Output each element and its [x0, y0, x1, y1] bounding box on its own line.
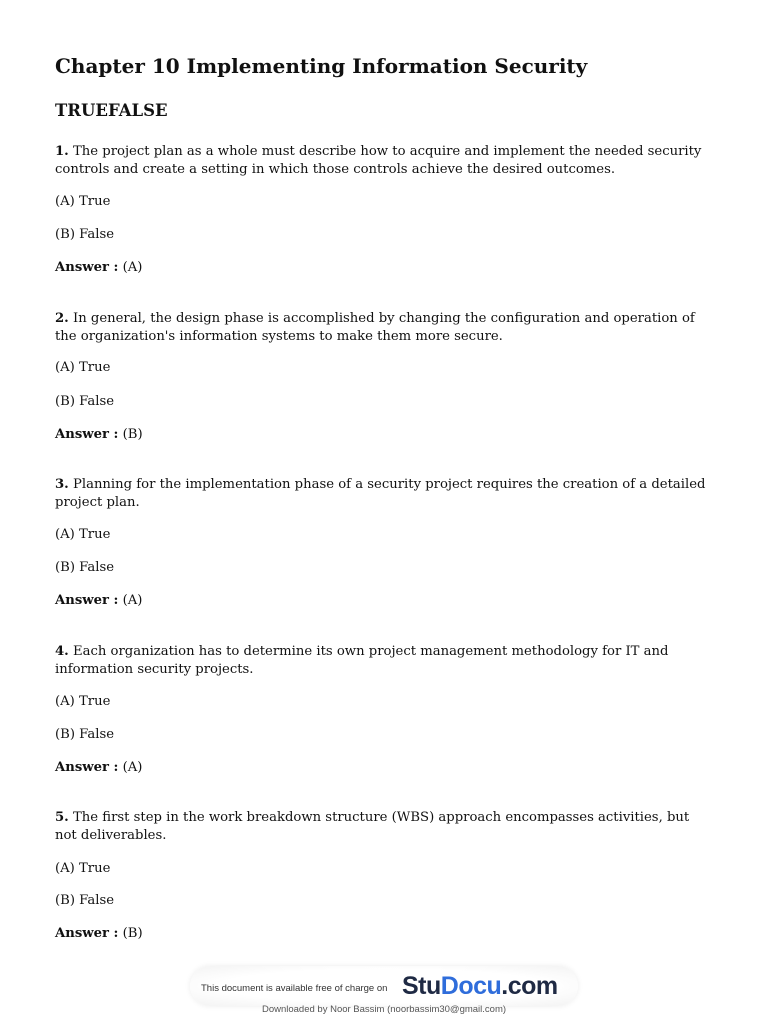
- question-body: Planning for the implementation phase of a security project requires the creation of a detailed project plan.: [55, 477, 706, 510]
- footer-notice: This document is available free of charge on: [201, 983, 388, 994]
- question-body: In general, the design phase is accomplished by changing the configuration and operation of the organization's information systems to make them more secure.: [55, 311, 695, 344]
- option-b: (B) False: [55, 560, 115, 575]
- answer-line: [55, 592, 142, 610]
- answer-label: Answer :: [55, 427, 119, 442]
- answer-line: [55, 426, 143, 444]
- option-b: (B) False: [55, 893, 115, 908]
- answer-value: (A): [122, 593, 143, 608]
- option-a: (A) True: [55, 194, 111, 209]
- answer-label: Answer :: [55, 926, 119, 941]
- option-a: (A) True: [55, 360, 111, 375]
- question-text: [55, 310, 715, 346]
- question-1: [55, 143, 715, 275]
- answer-value: (B): [122, 926, 143, 941]
- question-number: 5.: [55, 810, 69, 825]
- question-body: The project plan as a whole must describe how to acquire and implement the needed security controls and create a setting in which those controls achieve the desired outcomes.: [55, 144, 702, 177]
- option-b: (B) False: [55, 227, 115, 242]
- option-a: (A) True: [55, 527, 111, 542]
- question-text: [55, 143, 715, 179]
- question-text: [55, 476, 715, 512]
- downloaded-by-text: Downloaded by Noor Bassim (noorbassim30@gmail.com): [261, 1004, 507, 1015]
- studocu-logo[interactable]: [402, 972, 558, 1001]
- question-number: 2.: [55, 311, 69, 326]
- question-2: [55, 310, 715, 442]
- question-body: The first step in the work breakdown structure (WBS) approach encompasses activities, but not deliverables.: [55, 810, 690, 843]
- logo-part-com: .com: [501, 972, 558, 1000]
- answer-line: [55, 759, 142, 777]
- option-b: (B) False: [55, 727, 115, 742]
- logo-part-docu: Docu: [440, 972, 502, 1000]
- answer-label: Answer :: [55, 260, 119, 275]
- section-title: TRUEFALSE: [55, 101, 168, 120]
- answer-line: [55, 259, 142, 277]
- answer-line: [55, 925, 143, 943]
- question-number: 1.: [55, 144, 69, 159]
- question-text: [55, 643, 715, 679]
- chapter-title: Chapter 10 Implementing Information Security: [55, 54, 588, 78]
- logo-part-stu: Stu: [402, 972, 441, 1000]
- question-number: 3.: [55, 477, 69, 492]
- answer-value: (A): [122, 760, 143, 775]
- answer-value: (A): [122, 260, 143, 275]
- question-body: Each organization has to determine its own project management methodology for IT and information security projects.: [55, 644, 669, 677]
- question-text: [55, 809, 715, 845]
- question-5: [55, 809, 715, 941]
- question-number: 4.: [55, 644, 69, 659]
- option-a: (A) True: [55, 694, 111, 709]
- answer-value: (B): [122, 427, 143, 442]
- question-4: [55, 643, 715, 775]
- option-b: (B) False: [55, 394, 115, 409]
- option-a: (A) True: [55, 861, 111, 876]
- answer-label: Answer :: [55, 760, 119, 775]
- answer-label: Answer :: [55, 593, 119, 608]
- question-3: [55, 476, 715, 608]
